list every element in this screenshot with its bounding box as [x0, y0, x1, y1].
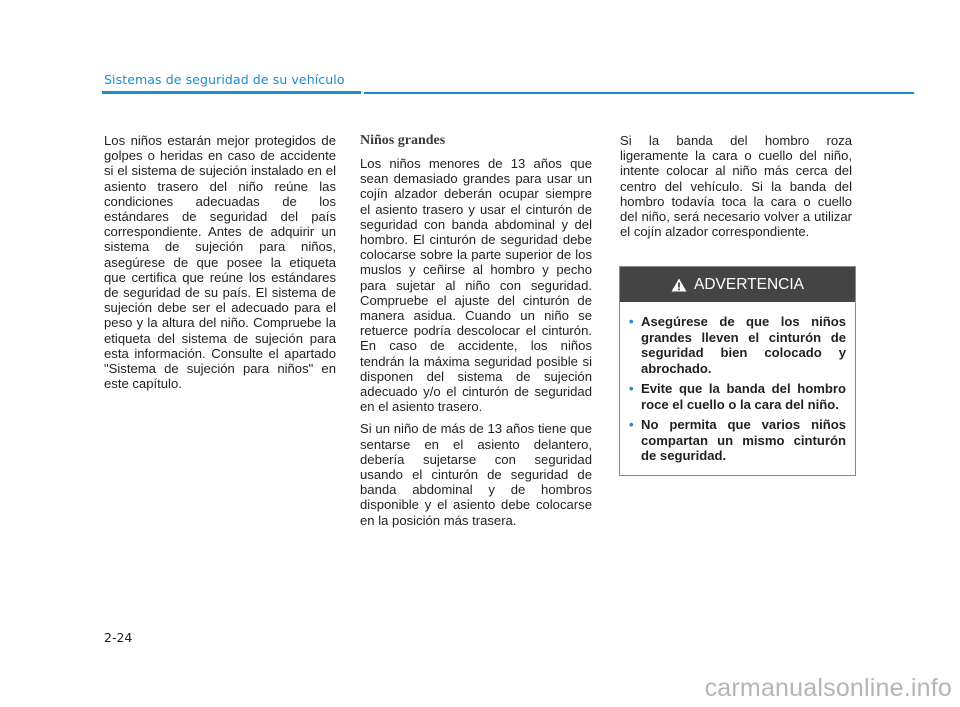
warning-item — [629, 417, 846, 464]
header-rule-line — [364, 92, 914, 94]
column-3 — [620, 133, 852, 246]
column-1 — [104, 133, 336, 398]
warning-header — [620, 267, 855, 302]
body-paragraph: Si un niño de más de 13 años tiene que sentarse en el asiento delantero, debería sujetarse con seguridad usando el cinturón de seguridad de banda abdominal y de hombros disponible y el asiento debe colocarse en la posición más trasera. — [360, 421, 592, 528]
column-2 — [360, 133, 592, 535]
warning-item-text: No permita que varios niños compartan un mismo cinturón de seguridad. — [641, 417, 846, 463]
body-paragraph: Los niños estarán mejor protegidos de golpes o heridas en caso de accidente si el sistema de sujeción instalado en el asiento trasero del niño reúne las condiciones adecuadas de los estándares de seguridad del país correspondiente. Antes de adquirir un sistema de sujeción para niños, asegúrese de que posee la etiqueta que certifica que reúne los estándares de seguridad de su país. El sistema de sujeción debe ser el adecuado para el peso y la altura del niño. Compruebe la etiqueta del sistema de sujeción para esta información. Consulte el apartado "Sistema de sujeción para niños" en este capítulo. — [104, 133, 336, 392]
warning-item-text: Evite que la banda del hombro roce el cuello o la cara del niño. — [641, 381, 846, 412]
warning-title: ADVERTENCIA — [694, 275, 804, 293]
warning-box — [619, 266, 856, 476]
header-rule-accent — [102, 91, 361, 94]
section-header-title: Sistemas de seguridad de su vehículo — [104, 72, 345, 87]
watermark: carmanualsonline.info — [704, 674, 952, 702]
page-number: 2-24 — [104, 630, 133, 645]
warning-item — [629, 314, 846, 376]
warning-item — [629, 381, 846, 412]
body-paragraph: Los niños menores de 13 años que sean demasiado grandes para usar un cojín alzador deberán ocupar siempre el asiento trasero y usar el cinturón de seguridad con banda abdominal y del hombro. El cinturón de seguridad debe colocarse sobre la parte superior de los muslos y ceñirse al hombro y pecho para sujetar al niño con seguridad. Compruebe el ajuste del cinturón de manera asidua. Cuando un niño se retuerce podría descolocar el cinturón. En caso de accidente, los niños tendrán la máxima seguridad posible si disponen del sistema de sujeción adecuado y/o el cinturón de seguridad en el asiento trasero. — [360, 156, 592, 415]
warning-triangle-icon — [671, 278, 687, 292]
warning-list — [620, 302, 855, 464]
section-heading: Niños grandes — [360, 133, 446, 148]
warning-item-text: Asegúrese de que los niños grandes lleven el cinturón de seguridad bien colocado y abrochado. — [641, 314, 846, 376]
bullet-icon: • — [629, 314, 634, 329]
body-paragraph: Si la banda del hombro roza ligeramente la cara o cuello del niño, intente colocar al niño más cerca del centro del vehículo. Si la banda del hombro todavía toca la cara o cuello del niño, será necesario volver a utilizar el cojín alzador correspondiente. — [620, 133, 852, 240]
bullet-icon: • — [629, 417, 634, 432]
bullet-icon: • — [629, 381, 634, 396]
